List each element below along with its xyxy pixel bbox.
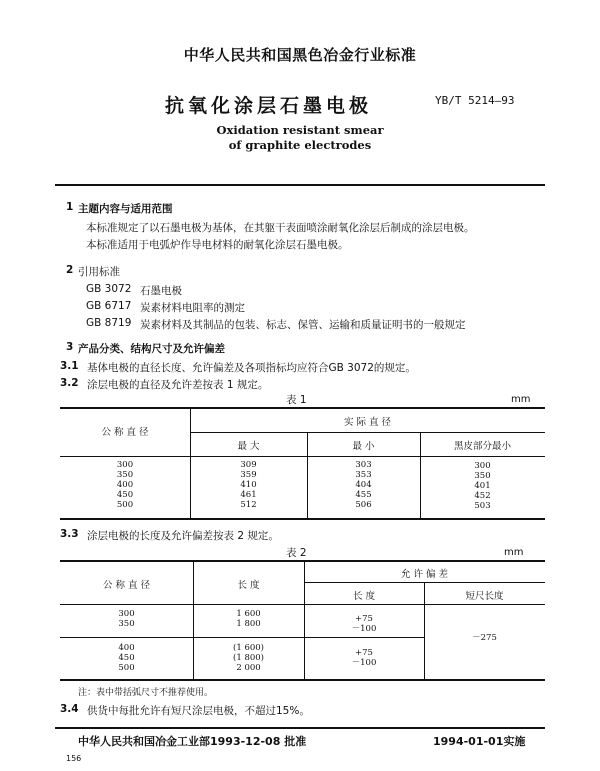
clause-3-1-number: 3.1 <box>60 360 79 372</box>
table-1-cell-nominal: 350 <box>116 470 134 480</box>
reference-title: 炭素材料电阻率的测定 <box>140 302 245 314</box>
table-2-header-short: 短尺长度 <box>465 591 504 602</box>
clause-3-2-number: 3.2 <box>60 377 79 389</box>
table-1-cell-black-min: 300 <box>474 461 491 471</box>
table-1-header-min: 最 小 <box>352 441 375 452</box>
table-1-cell-nominal: 300 <box>116 460 134 470</box>
section-1-number: 1 <box>66 201 74 213</box>
table-2-cell-length: 1 600 <box>236 609 261 619</box>
table-2-cell-length: 2 000 <box>236 663 261 673</box>
table-1-cell-min: 455 <box>355 490 372 500</box>
clause-3-2-text: 涂层电极的直径及允许差按表 1 规定。 <box>87 379 269 391</box>
table-1-header-actual: 实 际 直 径 <box>343 417 392 428</box>
table-1-caption: 表 1 <box>286 394 307 406</box>
table-1-max-column <box>190 460 307 510</box>
table-2-group-1-length <box>193 609 304 629</box>
table-2-caption: 表 2 <box>286 547 307 559</box>
table-1-cell-black-min: 350 <box>474 471 491 481</box>
table-1-nominal-column <box>60 460 190 510</box>
header-divider <box>55 184 545 186</box>
table-2-header-length: 长 度 <box>237 580 260 591</box>
table-1-cell-max: 309 <box>240 460 257 470</box>
table-1-cell-max: 410 <box>240 480 257 490</box>
section-3-number: 3 <box>66 341 74 353</box>
table-2-note: 注：表中带括弧尺寸不推荐使用。 <box>78 688 214 698</box>
table-2-unit: mm <box>504 547 524 558</box>
table-1-header-nominal: 公 称 直 径 <box>101 427 149 438</box>
clause-3-3-text: 涂层电极的长度及允许偏差按表 2 规定。 <box>87 530 279 542</box>
section-2-heading: 引用标准 <box>78 266 120 278</box>
tolerance-plus: +75 <box>355 614 373 624</box>
table-2-group-1-tolerance <box>304 614 424 634</box>
table-1-cell-min: 404 <box>355 480 372 490</box>
document-title: 抗氧化涂层石墨电极 <box>165 95 373 117</box>
table-1-unit: mm <box>511 394 531 405</box>
reference-code: GB 8719 <box>86 317 132 329</box>
section-3-heading: 产品分类、结构尺寸及允许偏差 <box>78 343 225 355</box>
table-2-header-nominal: 公 称 直 径 <box>102 580 151 591</box>
tolerance-minus: －100 <box>351 624 377 634</box>
table-2-cell-nominal: 500 <box>118 663 135 673</box>
tolerance-minus: －100 <box>351 658 377 668</box>
table-2-cell-nominal: 450 <box>118 653 135 663</box>
tolerance-plus: +75 <box>355 648 373 658</box>
table-1-cell-black-min: 503 <box>474 501 491 511</box>
section-1-paragraph-2: 本标准适用于电弧炉作导电材料的耐氧化涂层石墨电极。 <box>86 239 349 251</box>
table-1-min-column <box>307 460 420 510</box>
table-2-group-2-tolerance <box>304 648 424 668</box>
table-1-cell-nominal: 450 <box>116 490 134 500</box>
table-1-cell-black-min: 452 <box>474 491 491 501</box>
table-1-cell-max: 512 <box>240 500 257 510</box>
table-1-cell-max: 461 <box>240 490 257 500</box>
table-2-cell-nominal: 350 <box>118 619 135 629</box>
clause-3-3-number: 3.3 <box>60 528 79 540</box>
table-2-group-1-nominal <box>60 609 193 629</box>
issuing-organization: 中华人民共和国黑色冶金行业标准 <box>183 46 417 64</box>
table-2-cell-nominal: 400 <box>118 643 135 653</box>
table-1-cell-nominal: 400 <box>116 480 134 490</box>
table-1-cell-nominal: 500 <box>116 500 134 510</box>
reference-title: 石墨电极 <box>140 285 182 297</box>
clause-3-1-text: 基体电极的直径长度、允许偏差及各项指标均应符合GB 3072的规定。 <box>87 362 416 374</box>
table-2-cell-nominal: 300 <box>118 609 135 619</box>
table-2-cell-length: (1 600) <box>233 643 264 653</box>
table-1-black-column <box>420 461 545 511</box>
table-2-group-2-nominal <box>60 643 193 673</box>
table-2-cell-length: (1 800) <box>233 653 264 663</box>
reference-title: 炭素材料及其制品的包装、标志、保管、运输和质量证明书的一般规定 <box>140 319 466 331</box>
english-title-line-2: of graphite electrodes <box>228 138 372 152</box>
clause-3-4-text: 供货中每批允许有短尺涂层电极，不超过15%。 <box>87 705 310 717</box>
table-1-cell-min: 303 <box>355 460 372 470</box>
implementation-date: 1994-01-01实施 <box>433 735 526 748</box>
section-1-heading: 主题内容与适用范围 <box>78 203 173 215</box>
section-2-number: 2 <box>66 264 74 276</box>
table-2-cell-length: 1 800 <box>236 619 261 629</box>
table-2-header-tol-length: 长 度 <box>352 591 376 602</box>
reference-code: GB 6717 <box>86 300 132 312</box>
table-1-header-max: 最 大 <box>237 441 260 452</box>
table-1-header-black: 黑皮部分最小 <box>453 441 511 452</box>
table-2-group-2-length <box>193 643 304 673</box>
reference-code: GB 3072 <box>86 283 132 295</box>
english-title-line-1: Oxidation resistant smear <box>216 123 384 137</box>
approval-statement: 中华人民共和国冶金工业部1993-12-08 批准 <box>78 735 307 748</box>
clause-3-4-number: 3.4 <box>60 703 79 715</box>
table-1-cell-min: 506 <box>355 500 372 510</box>
table-1-cell-max: 359 <box>240 470 257 480</box>
section-1-paragraph-1: 本标准规定了以石墨电极为基体，在其躯干表面喷涂耐氧化涂层后制成的涂层电极。 <box>86 222 475 234</box>
page-number: 156 <box>66 754 82 763</box>
table-1-cell-black-min: 401 <box>474 481 491 491</box>
table-2-short-length: －275 <box>472 633 497 643</box>
standard-number: YB/T 5214—93 <box>435 94 515 107</box>
table-2-header-tolerance: 允 许 偏 差 <box>400 569 449 580</box>
footer-divider <box>55 727 545 729</box>
table-1-cell-min: 353 <box>355 470 372 480</box>
